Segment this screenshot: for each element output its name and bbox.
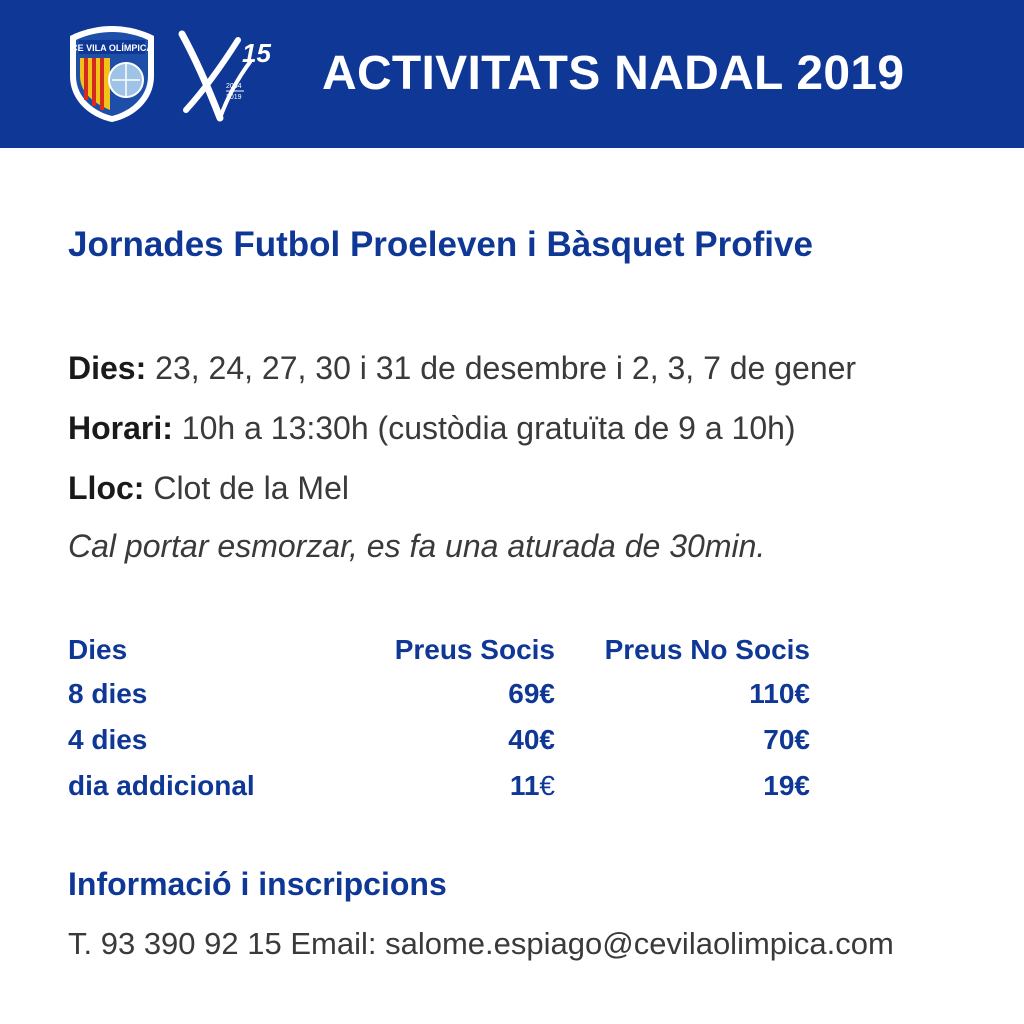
contact-title: Informació i inscripcions: [68, 866, 447, 902]
extra-day-members-currency: €: [539, 770, 555, 801]
row-extra-day-non-members-price: 19€: [763, 770, 810, 801]
header-banner: [0, 0, 1024, 148]
contact-details: T. 93 390 92 15 Email: salome.espiago@cevilaolimpica.com: [68, 926, 894, 961]
row-8-days-label: 8 dies: [68, 678, 148, 709]
extra-day-members-amount: 11: [509, 770, 540, 801]
page-title: ACTIVITATS NADAL 2019: [322, 47, 905, 100]
svg-text:2004: 2004: [226, 83, 242, 90]
row-extra-day-label: dia addicional: [68, 770, 255, 801]
schedule-label: Horari:: [68, 410, 173, 446]
activity-title: Jornades Futbol Proeleven i Bàsquet Profive: [68, 225, 813, 264]
schedule-value: 10h a 13:30h (custòdia gratuïta de 9 a 10h): [172, 410, 796, 446]
svg-text:15: 15: [242, 38, 271, 68]
location-label: Lloc:: [68, 470, 145, 506]
svg-text:CE VILA OLÍMPICA: CE VILA OLÍMPICA: [71, 43, 153, 53]
row-4-days-label: 4 dies: [68, 724, 148, 755]
table-header-members: Preus Socis: [394, 634, 555, 665]
row-8-days-non-members-price: 110€: [749, 678, 810, 709]
schedule-line: [68, 410, 796, 447]
location-value: Clot de la Mel: [144, 470, 349, 506]
table-header-days: Dies: [68, 634, 128, 665]
table-header-non-members: Preus No Socis: [604, 634, 810, 665]
row-extra-day-members-price: [350, 770, 555, 802]
row-4-days-non-members-price: 70€: [763, 724, 810, 755]
svg-text:2019: 2019: [226, 94, 242, 101]
dates-label: Dies:: [68, 350, 147, 386]
breakfast-note: Cal portar esmorzar, es fa una aturada de 30min.: [68, 528, 766, 564]
club-crest-logo: [66, 24, 158, 124]
anniversary-15-logo: [176, 26, 272, 124]
dates-value: 23, 24, 27, 30 i 31 de desembre i 2, 3, 7 de gener: [146, 350, 857, 386]
row-8-days-members-price: 69€: [508, 678, 555, 709]
row-4-days-members-price: 40€: [508, 724, 555, 755]
dates-line: [68, 350, 856, 387]
location-line: [68, 470, 349, 507]
